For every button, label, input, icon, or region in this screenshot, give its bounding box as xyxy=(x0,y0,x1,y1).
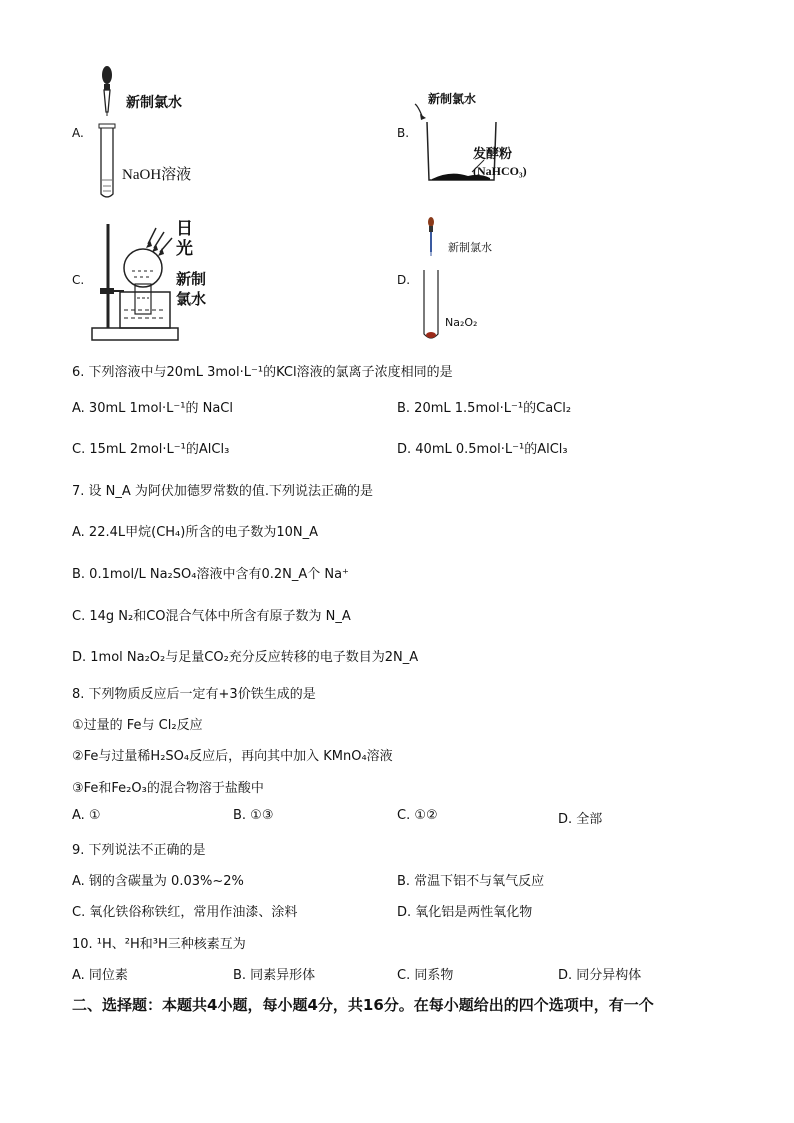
q7-stem: 7. 设 N_A 为阿伏加德罗常数的值.下列说法正确的是 xyxy=(72,484,374,499)
figure-d-solid: Na₂O₂ xyxy=(445,316,478,329)
flask-on-stand-figure-c xyxy=(88,218,188,344)
q8-stem: 8. 下列物质反应后一定有+3价铁生成的是 xyxy=(72,687,316,702)
q10-option-d: D. 同分异构体 xyxy=(558,968,642,983)
figure-d-reagent: 新制氯水 xyxy=(448,241,492,254)
q7-option-b: B. 0.1mol/L Na₂SO₄溶液中含有0.2N_A个 Na⁺ xyxy=(72,567,349,582)
q8-option-c: C. ①② xyxy=(397,808,438,823)
q9-option-c: C. 氧化铁俗称铁红，常用作油漆、涂料 xyxy=(72,905,298,920)
q6-stem: 6. 下列溶液中与20mL 3mol·L⁻¹的KCl溶液的氯离子浓度相同的是 xyxy=(72,365,453,380)
q6-option-c: C. 15mL 2mol·L⁻¹的AlCl₃ xyxy=(72,442,230,457)
q10-stem: 10. ¹H、²H和³H三种核素互为 xyxy=(72,937,246,952)
dropper-and-test-tube-figure-d xyxy=(418,216,448,346)
figure-c-reagent-2: 氯水 xyxy=(176,290,207,308)
q9-option-d: D. 氧化铝是两性氧化物 xyxy=(397,905,533,920)
q6-option-a: A. 30mL 1mol·L⁻¹的 NaCl xyxy=(72,401,233,416)
q8-item-1: ①过量的 Fe与 Cl₂反应 xyxy=(72,718,203,733)
option-b-label: B. xyxy=(397,126,410,140)
figure-b-reagent: 新制氯水 xyxy=(428,92,477,106)
q9-option-b: B. 常温下铝不与氧气反应 xyxy=(397,874,545,889)
figure-c-light-1: 日 xyxy=(176,219,193,239)
q10-option-b: B. 同素异形体 xyxy=(233,968,316,983)
q7-option-d: D. 1mol Na₂O₂与足量CO₂充分反应转移的电子数目为2N_A xyxy=(72,650,419,665)
q8-item-2: ②Fe与过量稀H₂SO₄反应后，再向其中加入 KMnO₄溶液 xyxy=(72,749,393,764)
section-2-heading: 二、选择题：本题共4小题，每小题4分，共16分。在每小题给出的四个选项中，有一个 xyxy=(72,996,654,1014)
q6-option-d: D. 40mL 0.5mol·L⁻¹的AlCl₃ xyxy=(397,442,568,457)
figure-b-powder: 发酵粉 xyxy=(473,147,513,162)
q9-option-a: A. 钢的含碳量为 0.03%~2% xyxy=(72,874,244,889)
figure-c-light-2: 光 xyxy=(176,239,193,259)
q8-option-b: B. ①③ xyxy=(233,808,274,823)
figure-c-reagent-1: 新制 xyxy=(176,270,207,288)
q9-stem: 9. 下列说法不正确的是 xyxy=(72,843,206,858)
q6-option-b: B. 20mL 1.5mol·L⁻¹的CaCl₂ xyxy=(397,401,572,416)
q8-option-a: A. ① xyxy=(72,808,101,823)
q7-option-c: C. 14g N₂和CO混合气体中所含有原子数为 N_A xyxy=(72,609,351,624)
q10-option-c: C. 同系物 xyxy=(397,968,454,983)
option-c-label: C. xyxy=(72,273,85,287)
q10-option-a: A. 同位素 xyxy=(72,968,128,983)
figure-a-reagent: 新制氯水 xyxy=(126,95,182,111)
figure-b-formula: (NaHCO₃) xyxy=(473,164,527,178)
q8-item-3: ③Fe和Fe₂O₃的混合物溶于盐酸中 xyxy=(72,781,264,796)
q7-option-a: A. 22.4L甲烷(CH₄)所含的电子数为10N_A xyxy=(72,525,318,540)
q8-option-d: D. 全部 xyxy=(558,812,603,827)
figure-a-solution: NaOH溶液 xyxy=(122,167,192,183)
option-d-label: D. xyxy=(397,273,411,287)
option-a-label: A. xyxy=(72,126,84,140)
